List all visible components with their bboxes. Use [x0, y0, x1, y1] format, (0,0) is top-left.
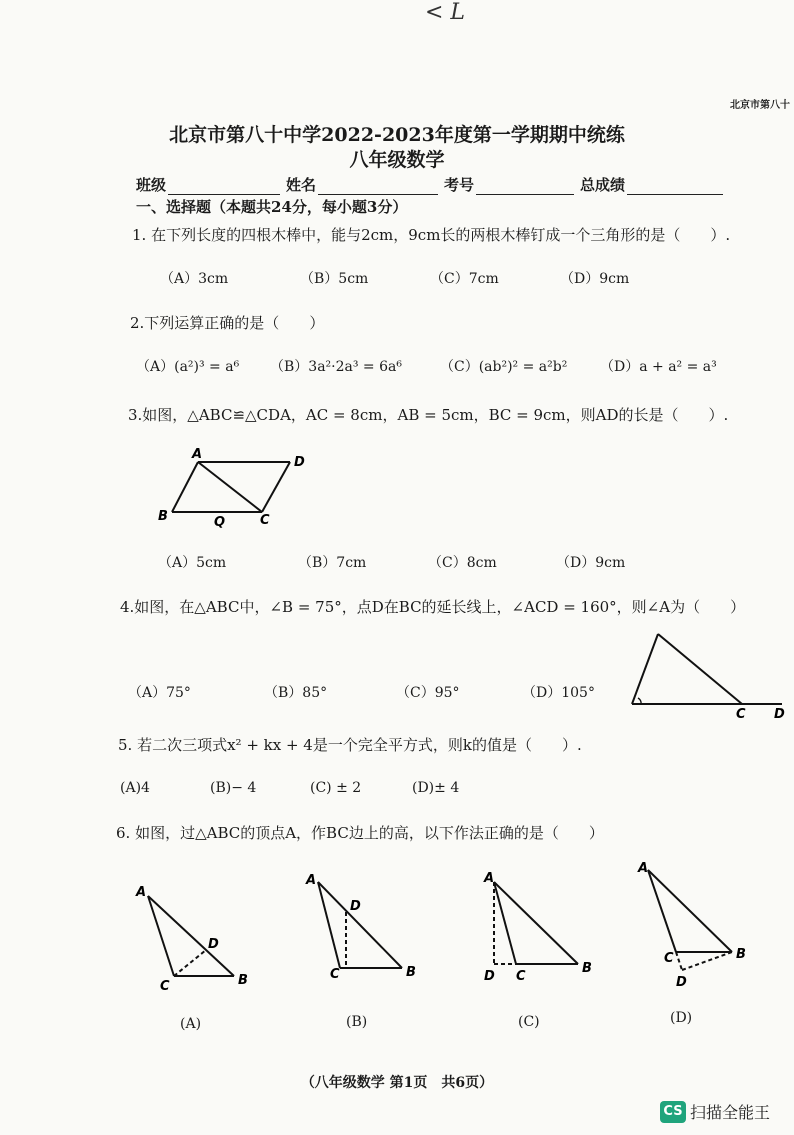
q2-option-d[interactable]: （D）a + a² = a³ — [600, 359, 717, 375]
segment-ac — [318, 882, 340, 968]
q1-option-a[interactable]: （A）3cm — [160, 271, 229, 287]
class-label: 班级 — [136, 176, 167, 194]
q1-option-c[interactable]: （C）7cm — [430, 271, 499, 287]
q5-option-a[interactable]: (A)4 — [120, 780, 150, 796]
total-score-label: 总成绩 — [580, 176, 626, 194]
q6-figure-c-svg — [478, 872, 608, 987]
dashed-extension — [676, 952, 682, 970]
q2-option-b[interactable]: （B）3a²·2a³ = 6a⁶ — [270, 359, 402, 375]
exam-subtitle: 八年级数学 — [349, 149, 445, 171]
label-d: D — [294, 455, 305, 470]
question-1: 1. 在下列长度的四根木棒中，能与2cm，9cm长的两根木棒钉成一个三角形的是（ ）. — [132, 226, 731, 244]
q4-figure — [622, 628, 794, 724]
label-d: D — [484, 969, 495, 984]
scanner-badge — [660, 1100, 770, 1123]
q3-figure — [150, 448, 320, 542]
label-b: B — [158, 509, 168, 524]
segment-ab — [494, 882, 578, 964]
q6-figure-d — [636, 862, 766, 991]
label-a: A — [192, 447, 203, 462]
page-footer: （八年级数学 第1页 共6页） — [300, 1075, 494, 1091]
question-2: 2.下列运算正确的是（ ） — [130, 314, 325, 332]
q2-option-a[interactable]: （A）(a²)³ = a⁶ — [136, 359, 240, 375]
label-a: A — [638, 861, 649, 876]
id-label: 考号 — [444, 176, 475, 194]
q3-option-a[interactable]: （A）5cm — [158, 555, 227, 571]
q4-triangle — [622, 628, 794, 720]
q1-option-b[interactable]: （B）5cm — [300, 271, 369, 287]
q6-figure-b-svg — [302, 872, 432, 987]
q1-option-d[interactable]: （D）9cm — [560, 271, 630, 287]
label-c: C — [260, 513, 270, 528]
q3-option-d[interactable]: （D）9cm — [556, 555, 626, 571]
question-4: 4.如图，在△ABC中，∠B = 75°，点D在BC的延长线上，∠ACD = 160°，则∠A为（ ） — [120, 598, 746, 616]
label-c: C — [736, 707, 746, 722]
q6-figure-c — [478, 872, 608, 991]
name-field[interactable] — [318, 180, 438, 195]
question-5: 5. 若二次三项式x² + kx + 4是一个完全平方式，则k的值是（ ）. — [118, 736, 582, 754]
q6-figure-b — [302, 872, 432, 991]
segment-ab — [648, 870, 732, 952]
q6-caption-d[interactable]: (D) — [670, 1010, 693, 1026]
q6-caption-b[interactable]: (B) — [346, 1014, 368, 1030]
label-b: B — [238, 973, 248, 988]
segment-ab — [632, 634, 658, 704]
label-a: A — [306, 873, 317, 888]
segment-cd — [262, 462, 290, 512]
segment-ab — [318, 882, 402, 968]
q3-option-c[interactable]: （C）8cm — [428, 555, 497, 571]
dashed-height — [682, 952, 732, 970]
camscanner-logo-icon: CS — [660, 1101, 686, 1123]
total-score-field[interactable] — [627, 180, 723, 195]
label-b: B — [582, 961, 592, 976]
student-info-row — [136, 174, 729, 195]
question-6: 6. 如图，过△ABC的顶点A，作BC边上的高，以下作法正确的是（ ） — [116, 824, 604, 842]
segment-ab — [172, 462, 198, 512]
label-c: C — [516, 969, 526, 984]
q3-parallelogram — [150, 448, 320, 538]
q6-caption-c[interactable]: (C) — [518, 1014, 540, 1030]
q4-option-b[interactable]: （B）85° — [264, 685, 328, 701]
segment-ac — [658, 634, 742, 704]
q6-figure-d-svg — [636, 861, 766, 990]
label-d: D — [350, 899, 361, 914]
name-label: 姓名 — [286, 176, 317, 194]
exam-title: 北京市第八十中学2022-2023年度第一学期期中统练 — [169, 124, 625, 146]
q5-option-c[interactable]: (C) ± 2 — [310, 780, 362, 796]
label-b: B — [736, 947, 746, 962]
label-q: Q — [214, 515, 226, 530]
segment-ac — [198, 462, 262, 512]
scanner-badge-text: 扫描全能王 — [690, 1103, 771, 1122]
id-field[interactable] — [476, 180, 574, 195]
label-d: D — [676, 975, 687, 990]
q2-option-c[interactable]: （C）(ab²)² = a²b² — [440, 359, 568, 375]
q3-option-b[interactable]: （B）7cm — [298, 555, 367, 571]
label-c: C — [330, 967, 340, 982]
q5-option-b[interactable]: (B)− 4 — [210, 780, 257, 796]
label-c: C — [664, 951, 674, 966]
section-heading: 一、选择题（本题共24分，每小题3分） — [136, 198, 408, 216]
q6-figure-a-svg — [130, 880, 260, 995]
label-c: C — [160, 979, 170, 994]
question-3: 3.如图，△ABC≌△CDA，AC = 8cm，AB = 5cm，BC = 9cm，则AD的长是（ ）. — [128, 406, 729, 424]
q4-option-a[interactable]: （A）75° — [128, 685, 191, 701]
corner-school-text: 北京市第八十 — [730, 100, 790, 111]
q4-option-c[interactable]: （C）95° — [396, 685, 460, 701]
q6-caption-a[interactable]: (A) — [180, 1016, 202, 1032]
dashed-height — [174, 950, 206, 976]
label-d: D — [208, 937, 219, 952]
q5-option-d[interactable]: (D)± 4 — [412, 780, 460, 796]
q6-figure-a — [130, 880, 260, 999]
top-scribble: < 𝐿 — [425, 0, 466, 25]
class-field[interactable] — [168, 180, 280, 195]
label-a: A — [484, 871, 495, 886]
segment-ac — [494, 882, 516, 964]
label-d: D — [774, 707, 785, 722]
label-b: B — [406, 965, 416, 980]
q4-option-d[interactable]: （D）105° — [522, 685, 595, 701]
label-a: A — [136, 885, 147, 900]
